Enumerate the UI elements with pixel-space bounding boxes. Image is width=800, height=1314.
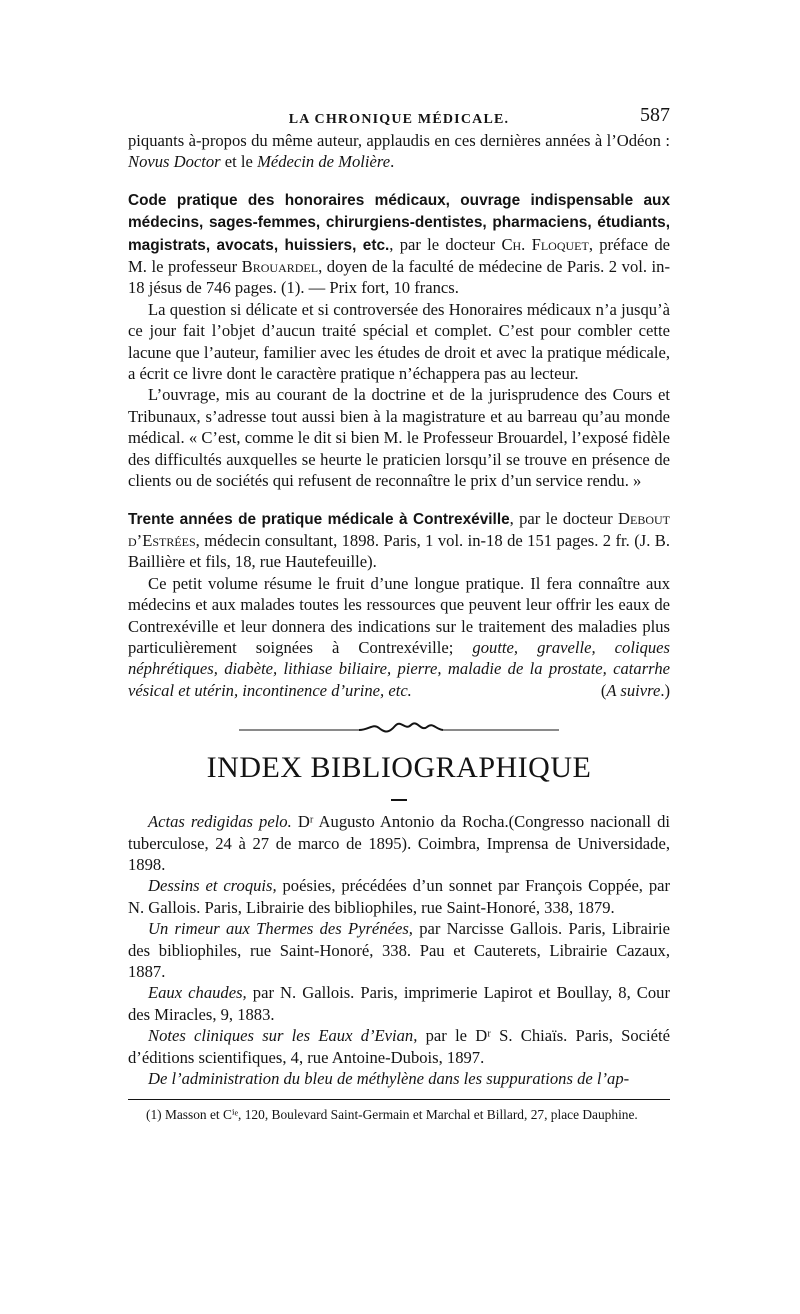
title-novus-doctor: Novus Doctor (128, 152, 221, 172)
review-contrexeville-heading: Trente années de pratique médicale à Contrexéville, par le docteur Debout d’Estrées, médecin consultant, 1898. Paris, 1 vol. in-18 de 151 pages. 2 fr. (J. B. Baillière et fils, 18, rue Hautefeuille). (128, 508, 670, 572)
footnote-rule (128, 1099, 670, 1100)
continued-paragraph: piquants à-propos du même auteur, applaudis en ces dernières années à l’Odéon : Novus Doctor et le Médecin de Molière. (128, 131, 670, 172)
title-medecin-de-moliere: Médecin de Molière (257, 152, 391, 172)
review-code-pratique-body-2: L’ouvrage, mis au courant de la doctrine et de la jurisprudence des Cours et Tribunaux, s’adresse tout aussi bien à la magistrature et au barreau qu’au monde médical. « C’est, comme le dit si bien M. le Professeur Brouardel, l’exposé fidèle des difficultés auxquelles se heurte le praticien lorsqu’il se trouve en présence de clients ou de sociétés qui refusent de reconnaître le prix d’un service rendu. » (128, 385, 670, 491)
index-heading: INDEX BIBLIOGRAPHIQUE (206, 751, 592, 785)
review-code-pratique-body-1: La question si délicate et si controversée des Honoraires médicaux n’a jusqu’à ce jour fait l’objet d’aucun traité spécial et complet. C’est pour combler cette lacune que l’auteur, familier avec les études de droit et avec la pratique médicale, a écrit ce livre dont le caractère pratique n’échappera pas au lecteur. (128, 299, 670, 384)
index-entry: Dessins et croquis, poésies, précédées d’un sonnet par François Coppée, par N. Gallois. Paris, Librairie des bibliophiles, rue Saint-Honoré, 338, 1879. (128, 876, 671, 917)
review-contrexeville-body: Ce petit volume résume le fruit d’une longue pratique. Il fera connaître aux médecins et aux malades toutes les ressources que peuvent leur offrir les eaux de Contrexéville et leur donnera des indications sur le traitement des maladies plus particulièrement soignées à Contrexéville; goutte, gravelle, coliques néphrétiques, diabète, lithiase biliaire, pierre, maladie de la prostate, catarrhe vésical et utérin, incontinence d’urine, etc. (A suivre.) (128, 573, 670, 700)
author-name: Debout d’Estrées (128, 508, 670, 550)
heading-dash (391, 799, 407, 801)
a-suivre: (A suivre.) (600, 680, 670, 700)
index-entry: Notes cliniques sur les Eaux d’Evian, par le Dʳ S. Chiaïs. Paris, Société d’éditions scientifiques, 4, rue Antoine-Dubois, 1897. (128, 1026, 670, 1067)
book-title: Trente années de pratique médicale à Contrexéville (128, 510, 510, 528)
page-number: 587 (640, 104, 670, 126)
ornament-divider (239, 719, 559, 737)
index-entry: Actas redigidas pelo. Dʳ Augusto Antonio da Rocha.(Congresso nacionall di tuberculose, 24 à 27 de marco de 1895). Coimbra, Imprensa de Universidade, 1898. (128, 812, 671, 874)
book-title: Code pratique des honoraires médicaux, ouvrage indispensable aux médecins, sages-femmes, chirurgiens-dentistes, pharmaciens, étudiants, magistrats, avocats, huissiers, etc. (128, 191, 670, 254)
page (128, 100, 670, 1123)
index-entry: Eaux chaudes, par N. Gallois. Paris, imprimerie Lapirot et Boullay, 8, Cour des Miracles, 9, 1883. (128, 983, 670, 1024)
running-head (128, 100, 670, 130)
index-entry: Un rimeur aux Thermes des Pyrénées, par Narcisse Gallois. Paris, Librairie des bibliophiles, rue Saint-Honoré, 338. Pau et Cauterets, Librairie Cazaux, 1887. (128, 919, 671, 981)
author-name: Ch. Floquet (501, 234, 589, 254)
footnote: (1) Masson et Cⁱᵉ, 120, Boulevard Saint-Germain et Marchal et Billard, 27, place Dauphine. (146, 1107, 638, 1123)
journal-title: LA CHRONIQUE MÉDICALE. (288, 112, 510, 127)
index-entry: De l’administration du bleu de méthylène dans les suppurations de l’ap- (148, 1069, 630, 1089)
review-code-pratique-heading: Code pratique des honoraires médicaux, ouvrage indispensable aux médecins, sages-femmes, chirurgiens-dentistes, pharmaciens, étudiants, magistrats, avocats, huissiers, etc., par le docteur Ch. Floquet, préface de M. le professeur Brouardel, doyen de la faculté de médecine de Paris. 2 vol. in-18 jésus de 746 pages. (1). — Prix fort, 10 francs. (128, 191, 670, 298)
preface-author-name: Brouardel (241, 257, 319, 277)
disease-list: goutte, gravelle, coliques néphrétiques, diabète, lithiase biliaire, pierre, maladie de la prostate, catarrhe vésical et utérin, incontinence d’urine, etc. (128, 637, 670, 700)
